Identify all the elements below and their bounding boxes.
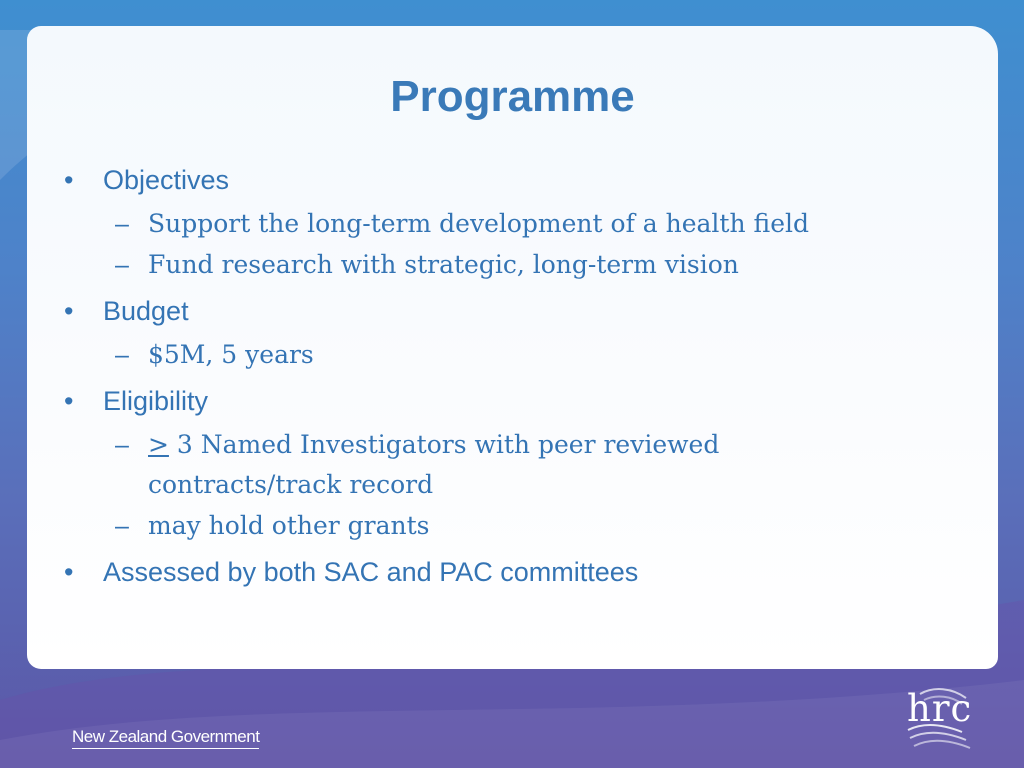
bullet-label: Objectives xyxy=(103,165,230,195)
bullet-list xyxy=(55,164,955,605)
bullet-label: Eligibility xyxy=(103,386,209,416)
hrc-logo: hrc xyxy=(907,687,973,730)
sub-bullet-marker: – xyxy=(115,251,129,279)
sub-bullet-marker: – xyxy=(115,341,129,369)
sub-bullet-marker: – xyxy=(115,210,129,238)
bullet-assessment xyxy=(55,556,955,588)
bullet-label: Assessed by both SAC and PAC committees xyxy=(103,557,639,587)
sub-bullet-text: $5M, 5 years xyxy=(148,340,314,369)
new-zealand-government-logo: New Zealand Government xyxy=(72,727,259,749)
bullet-objectives xyxy=(55,164,955,196)
sub-bullet xyxy=(55,425,955,505)
sub-bullet-text: Fund research with strategic, long-term vision xyxy=(148,250,739,279)
bullet-marker: • xyxy=(64,296,74,326)
sub-bullet-text: may hold other grants xyxy=(148,511,430,540)
sub-bullet-text: Support the long-term development of a health field xyxy=(148,209,809,238)
bullet-marker: • xyxy=(64,165,74,195)
sub-bullet-marker: – xyxy=(115,431,129,459)
bullet-budget xyxy=(55,295,955,327)
sub-bullet-text: 3 Named Investigators with peer reviewed xyxy=(168,430,720,459)
sub-bullet xyxy=(55,204,955,244)
greater-than-or-equal-symbol: > xyxy=(148,430,169,459)
sub-bullet-continuation: contracts/track record xyxy=(148,470,434,499)
sub-bullet xyxy=(55,506,955,546)
bullet-marker: • xyxy=(64,557,74,587)
bullet-label: Budget xyxy=(103,296,189,326)
slide-title: Programme xyxy=(390,72,635,121)
bullet-marker: • xyxy=(64,386,74,416)
sub-bullet-marker: – xyxy=(115,512,129,540)
sub-bullet xyxy=(55,245,955,285)
bullet-eligibility xyxy=(55,385,955,417)
sub-bullet xyxy=(55,335,955,375)
